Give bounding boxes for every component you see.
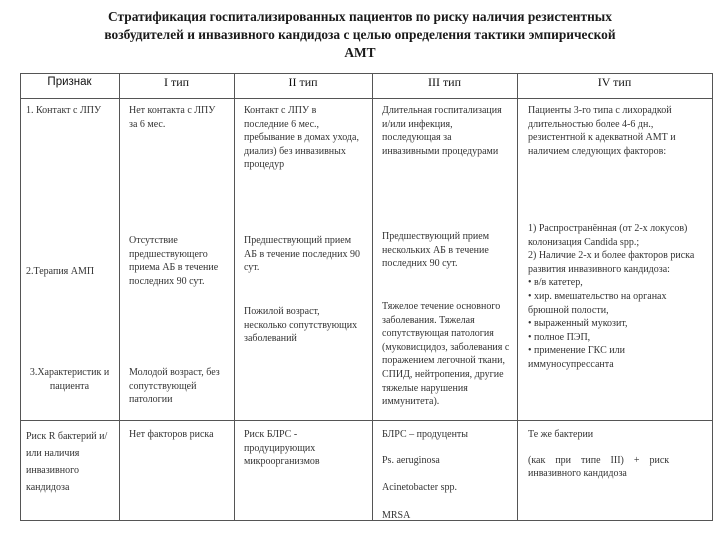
factor-item: • выраженный мукозит,: [528, 318, 628, 330]
header-feature: Признак: [47, 76, 92, 88]
row1-type3: Длительная госпитализация и/или инфекция, последующая за инвазивными процедурами: [382, 105, 502, 157]
esbl-producers: БЛРС – продуценты: [382, 429, 469, 440]
title-line-1: Стратификация госпитализированных пациентов по риску наличия резистентных: [108, 9, 612, 24]
acinetobacter: Acinetobacter spp.: [382, 482, 457, 494]
row3-type3: Тяжелое течение основного заболевания. Тяжелая сопутствующая патология (муковисцидоз, заболевания с поражением легочной ткани, СПИД, нейтропения, другие тяжелые нарушения иммунитета).: [382, 301, 510, 408]
same-bacteria: Те же бактерии: [528, 429, 594, 440]
row4-top-divider: [20, 420, 713, 421]
factor-item: • хир. вмешательство на органах брюшной полости,: [528, 290, 667, 316]
factor-item: • в/в катетер,: [528, 277, 583, 289]
row1-type1: Нет контакта с ЛПУ за 6 мес.: [129, 105, 216, 130]
row1-label: 1. Контакт с ЛПУ: [26, 105, 102, 116]
factor-item: • полное ПЭП,: [528, 331, 591, 343]
factor-colonization: 1) Распространённая (от 2-х локусов) колонизация Candida spp.;: [528, 223, 688, 248]
title-line-2: возбудителей и инвазивного кандидоза с целью определения тактики эмпирической: [104, 27, 616, 42]
candidiasis-risk-line2: инвазивного кандидоза: [528, 468, 627, 480]
row1-type2: Контакт с ЛПУ в последние 6 мес., пребывание в домах ухода, диализ) без инвазивных процедур: [244, 105, 359, 171]
row2-type2: Предшествующий прием АБ в течение последних 90 сут.: [244, 235, 360, 274]
table-border-right: [712, 73, 713, 521]
row1-type4: Пациенты 3-го типа с лихорадкой длительностью более 4-6 дн., резистентной к адекватной АМТ и наличием следующих факторов:: [528, 105, 676, 157]
col-divider-1: [119, 73, 120, 521]
header-type-2: II тип: [288, 75, 318, 89]
col-divider-3: [372, 73, 373, 521]
col-divider-4: [517, 73, 518, 521]
table-border-left: [20, 73, 21, 521]
factor-two-or-more: 2) Наличие 2-х и более факторов риска развития инвазивного кандидоза:: [528, 250, 695, 275]
row3-label: 3.Характеристик и пациента: [29, 367, 110, 392]
header-type-3: III тип: [427, 75, 462, 89]
factor-item: • применение ГКС или иммуносупрессанта: [528, 345, 625, 370]
header-type-4: IV тип: [597, 75, 632, 89]
title-line-3: АМТ: [344, 45, 376, 60]
row2-type1: Отсутствие предшествующего приема АБ в течение последних 90 сут.: [129, 235, 219, 287]
row4-type1: Нет факторов риска: [129, 429, 214, 440]
type4-risk-factors: [528, 222, 706, 372]
mrsa: MRSA: [382, 509, 411, 521]
table-border-top: [20, 73, 713, 74]
row4-type2: Риск БЛРС - продуцирующих микроорганизмов: [244, 429, 320, 468]
row2-type3: Предшествующий прием нескольких АБ в течение последних 90 сут.: [382, 231, 490, 270]
row4-label: Риск R бактерий и/или наличия инвазивного кандидоза: [26, 431, 108, 493]
row3-type1: Молодой возраст, без сопутствующей патологии: [129, 367, 220, 406]
row3-type2: Пожилой возраст, несколько сопутствующих заболеваний: [244, 306, 358, 345]
row4-type4: [528, 428, 700, 481]
table-border-bottom: [20, 520, 713, 521]
candidiasis-risk-line1: (как при типе III) + риск: [528, 454, 670, 466]
row2-label: 2.Терапия АМП: [26, 266, 95, 277]
document-title: [0, 8, 720, 62]
pseudomonas: Ps. aeruginosa: [382, 454, 440, 466]
header-type-1: I тип: [163, 75, 190, 89]
row4-type3: [382, 428, 510, 522]
header-row-divider: [20, 98, 713, 99]
col-divider-2: [234, 73, 235, 521]
